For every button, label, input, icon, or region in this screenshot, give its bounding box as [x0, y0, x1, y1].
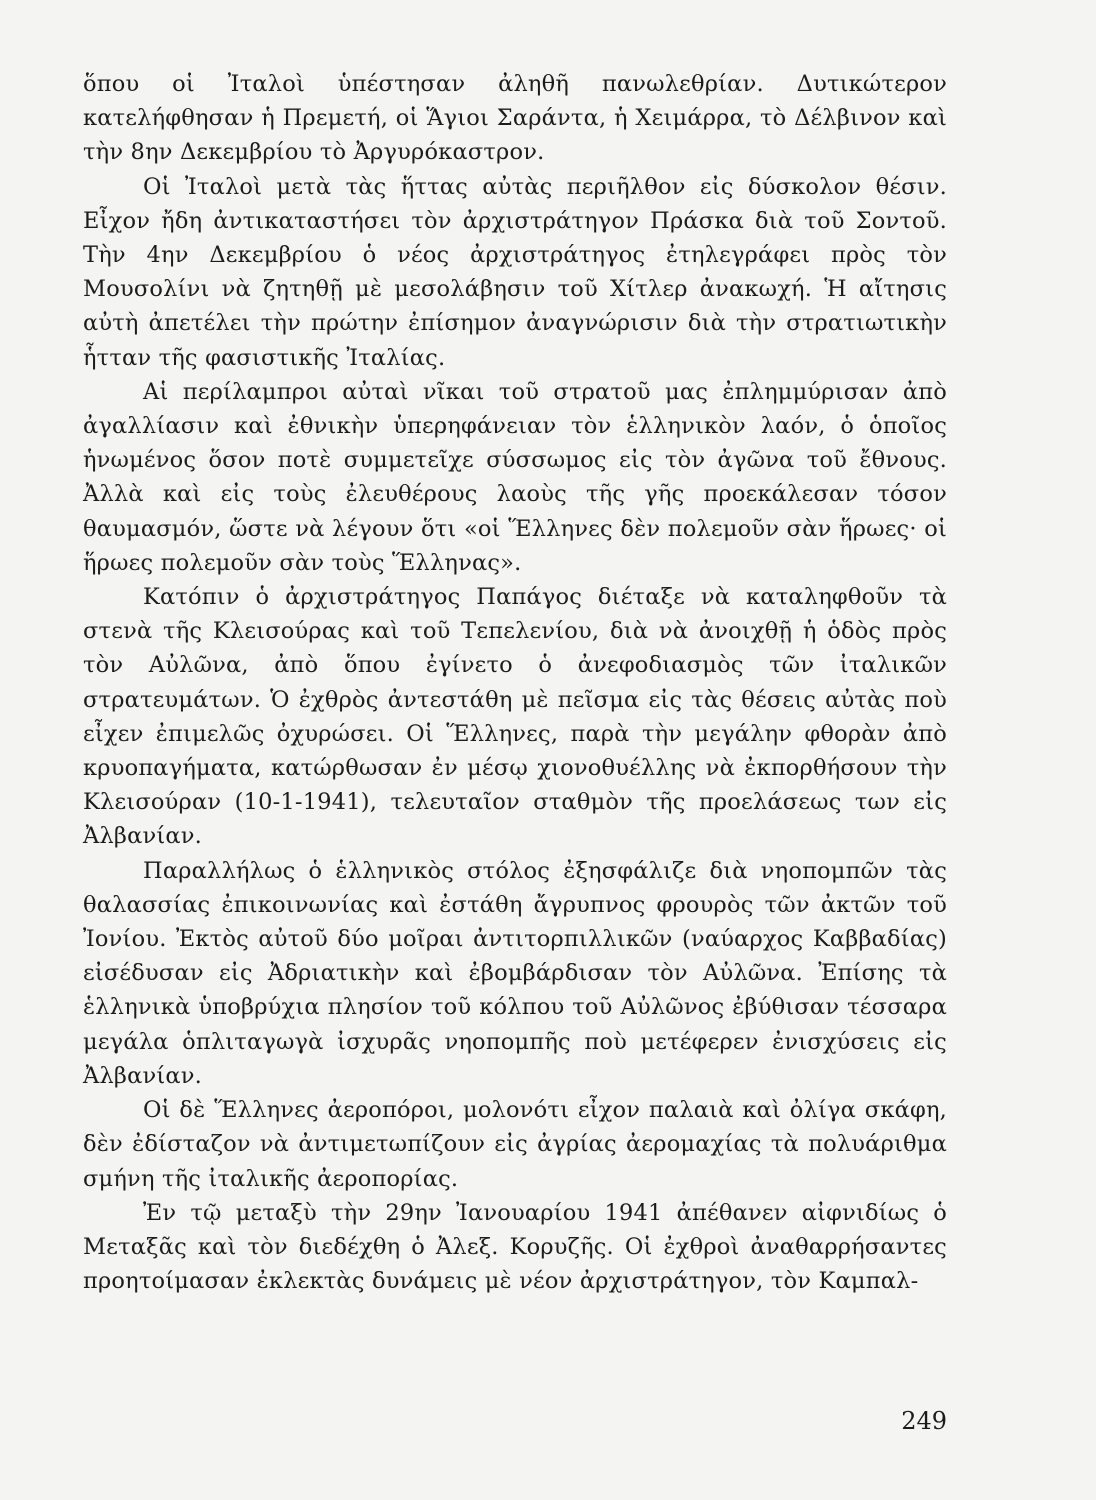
paragraph: Οἱ δὲ Ἕλληνες ἀεροπόροι, μολονότι εἶχον παλαιὰ καὶ ὀλίγα σκάφη, δὲν ἐδίσταζον νὰ ἀντιμετωπίζουν εἰς ἀγρίας ἀερομαχίας τὰ πολυάριθμα σμήνη τῆς ἰταλικῆς ἀεροπορίας.	[83, 1097, 947, 1192]
paragraph: Οἱ Ἰταλοὶ μετὰ τὰς ἥττας αὐτὰς περιῆλθον εἰς δύσκολον θέσιν. Εἶχον ἤδη ἀντικαταστήσει τὸν ἀρχιστράτηγον Πράσκα διὰ τοῦ Σοντοῦ. Τὴν 4ην Δεκεμβρίου ὁ νέος ἀρχιστράτηγος ἐτηλεγράφει πρὸς τὸν Μουσολίνι νὰ ζητηθῇ μὲ μεσολάβησιν τοῦ Χίτλερ ἀνακωχή. Ἡ αἴτησις αὐτὴ ἀπετέλει τὴν πρώτην ἐπίσημον ἀναγνώρισιν διὰ τὴν στρατιωτικὴν ἧτταν τῆς φασιστικῆς Ἰταλίας.	[83, 173, 947, 371]
body-text	[83, 67, 947, 1298]
paragraph: ὅπου οἱ Ἰταλοὶ ὑπέστησαν ἀληθῆ πανωλεθρίαν. Δυτικώτερον κατελήφθησαν ἡ Πρεμετή, οἱ Ἅγιοι Σαράντα, ἡ Χειμάρρα, τὸ Δέλβινον καὶ τὴν 8ην Δεκεμβρίου τὸ Ἀργυρόκαστρον.	[83, 71, 947, 166]
page-number: 249	[901, 1407, 947, 1435]
paragraph: Αἱ περίλαμπροι αὐταὶ νῖκαι τοῦ στρατοῦ μας ἐπλημμύρισαν ἀπὸ ἀγαλλίασιν καὶ ἐθνικὴν ὑπερηφάνειαν τὸν ἑλληνικὸν λαόν, ὁ ὁποῖος ἡνωμένος ὅσον ποτὲ συμμετεῖχε σύσσωμος εἰς τὸν ἀγῶνα τοῦ ἔθνους. Ἀλλὰ καὶ εἰς τοὺς ἐλευθέρους λαοὺς τῆς γῆς προεκάλεσαν τόσον θαυμασμόν, ὥστε νὰ λέγουν ὅτι «οἱ Ἕλληνες δὲν πολεμοῦν σὰν ἥρωες· οἱ ἥρωες πολεμοῦν σὰν τοὺς Ἕλληνας».	[83, 378, 947, 576]
paragraph: Ἐν τῷ μεταξὺ τὴν 29ην Ἰανουαρίου 1941 ἀπέθανεν αἰφνιδίως ὁ Μεταξᾶς καὶ τὸν διεδέχθη ὁ Ἀλεξ. Κορυζῆς. Οἱ ἐχθροὶ ἀναθαρρήσαντες προητοίμασαν ἐκλεκτὰς δυνάμεις μὲ νέον ἀρχιστράτηγον, τὸν Καμπαλ-	[83, 1199, 947, 1295]
paragraph: Κατόπιν ὁ ἀρχιστράτηγος Παπάγος διέταξε νὰ καταληφθοῦν τὰ στενὰ τῆς Κλεισούρας καὶ τοῦ Τεπελενίου, διὰ νὰ ἀνοιχθῇ ἡ ὁδὸς πρὸς τὸν Αὐλῶνα, ἀπὸ ὅπου ἐγίνετο ὁ ἀνεφοδιασμὸς τῶν ἰταλικῶν στρατευμάτων. Ὁ ἐχθρὸς ἀντεστάθη μὲ πεῖσμα εἰς τὰς θέσεις αὐτὰς ποὺ εἶχεν ἐπιμελῶς ὀχυρώσει. Οἱ Ἕλληνες, παρὰ τὴν μεγάλην φθορὰν ἀπὸ κρυοπαγήματα, κατώρθωσαν ἐν μέσῳ χιονοθυέλλης νὰ ἐκπορθήσουν τὴν Κλεισούραν (10-1-1941), τελευταῖον σταθμὸν τῆς προελάσεως των εἰς Ἀλβανίαν.	[83, 584, 947, 850]
paragraph: Παραλλήλως ὁ ἑλληνικὸς στόλος ἐξησφάλιζε διὰ νηοπομπῶν τὰς θαλασσίας ἐπικοινωνίας καὶ ἐστάθη ἄγρυπνος φρουρὸς τῶν ἀκτῶν τοῦ Ἰονίου. Ἐκτὸς αὐτοῦ δύο μοῖραι ἀντιτορπιλλικῶν (ναύαρχος Καββαδίας) εἰσέδυσαν εἰς Ἀδριατικὴν καὶ ἐβομβάρδισαν τὸν Αὐλῶνα. Ἐπίσης τὰ ἑλληνικὰ ὑποβρύχια πλησίον τοῦ κόλπου τοῦ Αὐλῶνος ἐβύθισαν τέσσαρα μεγάλα ὁπλιταγωγὰ ἰσχυρᾶς νηοπομπῆς ποὺ μετέφερεν ἐνισχύσεις εἰς Ἀλβανίαν.	[83, 857, 947, 1089]
